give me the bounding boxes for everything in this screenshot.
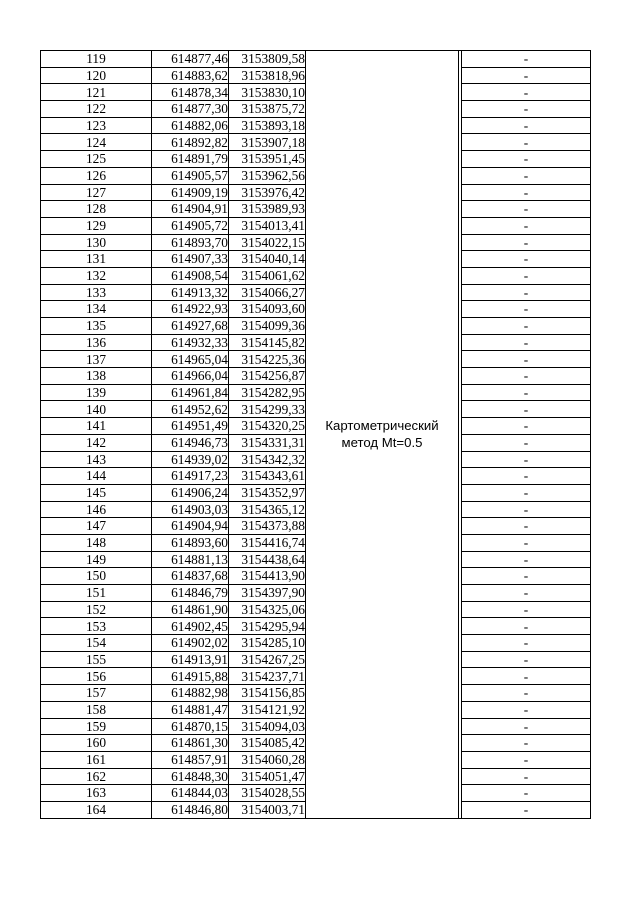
y-coordinate-cell: 3154237,71 (229, 668, 306, 685)
y-coordinate-cell: 3154342,32 (229, 451, 306, 468)
x-coordinate-cell: 614893,60 (152, 534, 229, 551)
point-number-cell: 159 (41, 718, 152, 735)
point-number-cell: 129 (41, 217, 152, 234)
note-cell: - (462, 334, 591, 351)
note-cell: - (462, 184, 591, 201)
note-cell: - (462, 718, 591, 735)
point-number-cell: 125 (41, 151, 152, 168)
x-coordinate-cell: 614893,70 (152, 234, 229, 251)
y-coordinate-cell: 3154331,31 (229, 434, 306, 451)
y-coordinate-cell: 3154413,90 (229, 568, 306, 585)
x-coordinate-cell: 614846,80 (152, 801, 229, 818)
x-coordinate-cell: 614844,03 (152, 785, 229, 802)
note-cell: - (462, 167, 591, 184)
point-number-cell: 141 (41, 418, 152, 435)
point-number-cell: 137 (41, 351, 152, 368)
note-cell: - (462, 534, 591, 551)
x-coordinate-cell: 614932,33 (152, 334, 229, 351)
x-coordinate-cell: 614857,91 (152, 751, 229, 768)
point-number-cell: 131 (41, 251, 152, 268)
y-coordinate-cell: 3154416,74 (229, 534, 306, 551)
point-number-cell: 160 (41, 735, 152, 752)
point-number-cell: 120 (41, 67, 152, 84)
x-coordinate-cell: 614882,06 (152, 117, 229, 134)
point-number-cell: 155 (41, 651, 152, 668)
note-cell: - (462, 151, 591, 168)
point-number-cell: 156 (41, 668, 152, 685)
x-coordinate-cell: 614881,47 (152, 701, 229, 718)
y-coordinate-cell: 3154225,36 (229, 351, 306, 368)
x-coordinate-cell: 614877,30 (152, 101, 229, 118)
point-number-cell: 149 (41, 551, 152, 568)
note-cell: - (462, 267, 591, 284)
y-coordinate-cell: 3154295,94 (229, 618, 306, 635)
note-cell: - (462, 484, 591, 501)
x-coordinate-cell: 614908,54 (152, 267, 229, 284)
note-cell: - (462, 668, 591, 685)
x-coordinate-cell: 614904,94 (152, 518, 229, 535)
note-cell: - (462, 768, 591, 785)
x-coordinate-cell: 614905,72 (152, 217, 229, 234)
x-coordinate-cell: 614902,02 (152, 635, 229, 652)
table-row (41, 51, 591, 68)
method-cell (306, 51, 459, 819)
coordinates-table (40, 50, 591, 819)
note-cell: - (462, 451, 591, 468)
note-cell: - (462, 618, 591, 635)
point-number-cell: 163 (41, 785, 152, 802)
y-coordinate-cell: 3154013,41 (229, 217, 306, 234)
point-number-cell: 152 (41, 601, 152, 618)
x-coordinate-cell: 614891,79 (152, 151, 229, 168)
y-coordinate-cell: 3154028,55 (229, 785, 306, 802)
point-number-cell: 164 (41, 801, 152, 818)
point-number-cell: 157 (41, 685, 152, 702)
x-coordinate-cell: 614903,03 (152, 501, 229, 518)
y-coordinate-cell: 3154282,95 (229, 384, 306, 401)
y-coordinate-cell: 3154145,82 (229, 334, 306, 351)
x-coordinate-cell: 614877,46 (152, 51, 229, 68)
note-cell: - (462, 351, 591, 368)
point-number-cell: 124 (41, 134, 152, 151)
y-coordinate-cell: 3154343,61 (229, 468, 306, 485)
y-coordinate-cell: 3154438,64 (229, 551, 306, 568)
y-coordinate-cell: 3154397,90 (229, 585, 306, 602)
note-cell: - (462, 635, 591, 652)
note-cell: - (462, 501, 591, 518)
x-coordinate-cell: 614965,04 (152, 351, 229, 368)
point-number-cell: 130 (41, 234, 152, 251)
x-coordinate-cell: 614966,04 (152, 368, 229, 385)
x-coordinate-cell: 614892,82 (152, 134, 229, 151)
point-number-cell: 132 (41, 267, 152, 284)
note-cell: - (462, 785, 591, 802)
point-number-cell: 161 (41, 751, 152, 768)
point-number-cell: 119 (41, 51, 152, 68)
y-coordinate-cell: 3154022,15 (229, 234, 306, 251)
point-number-cell: 133 (41, 284, 152, 301)
x-coordinate-cell: 614883,62 (152, 67, 229, 84)
x-coordinate-cell: 614917,23 (152, 468, 229, 485)
y-coordinate-cell: 3154099,36 (229, 318, 306, 335)
y-coordinate-cell: 3154325,06 (229, 601, 306, 618)
x-coordinate-cell: 614913,91 (152, 651, 229, 668)
y-coordinate-cell: 3153809,58 (229, 51, 306, 68)
y-coordinate-cell: 3154156,85 (229, 685, 306, 702)
note-cell: - (462, 418, 591, 435)
y-coordinate-cell: 3154299,33 (229, 401, 306, 418)
point-number-cell: 148 (41, 534, 152, 551)
y-coordinate-cell: 3154051,47 (229, 768, 306, 785)
y-coordinate-cell: 3154094,03 (229, 718, 306, 735)
note-cell: - (462, 434, 591, 451)
x-coordinate-cell: 614848,30 (152, 768, 229, 785)
point-number-cell: 126 (41, 167, 152, 184)
point-number-cell: 134 (41, 301, 152, 318)
note-cell: - (462, 801, 591, 818)
point-number-cell: 135 (41, 318, 152, 335)
y-coordinate-cell: 3154040,14 (229, 251, 306, 268)
point-number-cell: 150 (41, 568, 152, 585)
x-coordinate-cell: 614907,33 (152, 251, 229, 268)
y-coordinate-cell: 3153976,42 (229, 184, 306, 201)
y-coordinate-cell: 3154256,87 (229, 368, 306, 385)
x-coordinate-cell: 614861,30 (152, 735, 229, 752)
x-coordinate-cell: 614870,15 (152, 718, 229, 735)
y-coordinate-cell: 3153951,45 (229, 151, 306, 168)
y-coordinate-cell: 3153830,10 (229, 84, 306, 101)
note-cell: - (462, 117, 591, 134)
point-number-cell: 121 (41, 84, 152, 101)
method-line-1: Картометрический (325, 418, 439, 434)
y-coordinate-cell: 3153907,18 (229, 134, 306, 151)
x-coordinate-cell: 614913,32 (152, 284, 229, 301)
y-coordinate-cell: 3154365,12 (229, 501, 306, 518)
note-cell: - (462, 701, 591, 718)
y-coordinate-cell: 3154066,27 (229, 284, 306, 301)
note-cell: - (462, 67, 591, 84)
y-coordinate-cell: 3154060,28 (229, 751, 306, 768)
note-cell: - (462, 234, 591, 251)
note-cell: - (462, 51, 591, 68)
note-cell: - (462, 217, 591, 234)
x-coordinate-cell: 614882,98 (152, 685, 229, 702)
point-number-cell: 138 (41, 368, 152, 385)
note-cell: - (462, 384, 591, 401)
x-coordinate-cell: 614878,34 (152, 84, 229, 101)
coordinates-table-body (41, 51, 591, 819)
x-coordinate-cell: 614902,45 (152, 618, 229, 635)
note-cell: - (462, 518, 591, 535)
y-coordinate-cell: 3154061,62 (229, 267, 306, 284)
x-coordinate-cell: 614881,13 (152, 551, 229, 568)
x-coordinate-cell: 614909,19 (152, 184, 229, 201)
point-number-cell: 158 (41, 701, 152, 718)
x-coordinate-cell: 614946,73 (152, 434, 229, 451)
note-cell: - (462, 651, 591, 668)
note-cell: - (462, 251, 591, 268)
y-coordinate-cell: 3154285,10 (229, 635, 306, 652)
note-cell: - (462, 401, 591, 418)
y-coordinate-cell: 3153989,93 (229, 201, 306, 218)
note-cell: - (462, 134, 591, 151)
note-cell: - (462, 84, 591, 101)
y-coordinate-cell: 3154093,60 (229, 301, 306, 318)
x-coordinate-cell: 614904,91 (152, 201, 229, 218)
point-number-cell: 142 (41, 434, 152, 451)
x-coordinate-cell: 614846,79 (152, 585, 229, 602)
point-number-cell: 128 (41, 201, 152, 218)
y-coordinate-cell: 3154085,42 (229, 735, 306, 752)
x-coordinate-cell: 614961,84 (152, 384, 229, 401)
point-number-cell: 145 (41, 484, 152, 501)
point-number-cell: 153 (41, 618, 152, 635)
point-number-cell: 140 (41, 401, 152, 418)
y-coordinate-cell: 3154352,97 (229, 484, 306, 501)
y-coordinate-cell: 3154121,92 (229, 701, 306, 718)
y-coordinate-cell: 3154003,71 (229, 801, 306, 818)
x-coordinate-cell: 614905,57 (152, 167, 229, 184)
note-cell: - (462, 201, 591, 218)
y-coordinate-cell: 3154267,25 (229, 651, 306, 668)
point-number-cell: 162 (41, 768, 152, 785)
point-number-cell: 154 (41, 635, 152, 652)
y-coordinate-cell: 3153962,56 (229, 167, 306, 184)
note-cell: - (462, 568, 591, 585)
x-coordinate-cell: 614837,68 (152, 568, 229, 585)
point-number-cell: 122 (41, 101, 152, 118)
method-line-2: метод Mt=0.5 (341, 435, 423, 451)
point-number-cell: 143 (41, 451, 152, 468)
x-coordinate-cell: 614906,24 (152, 484, 229, 501)
y-coordinate-cell: 3153875,72 (229, 101, 306, 118)
x-coordinate-cell: 614861,90 (152, 601, 229, 618)
x-coordinate-cell: 614915,88 (152, 668, 229, 685)
point-number-cell: 127 (41, 184, 152, 201)
y-coordinate-cell: 3153893,18 (229, 117, 306, 134)
y-coordinate-cell: 3154320,25 (229, 418, 306, 435)
point-number-cell: 139 (41, 384, 152, 401)
x-coordinate-cell: 614951,49 (152, 418, 229, 435)
y-coordinate-cell: 3153818,96 (229, 67, 306, 84)
note-cell: - (462, 585, 591, 602)
note-cell: - (462, 685, 591, 702)
note-cell: - (462, 318, 591, 335)
point-number-cell: 136 (41, 334, 152, 351)
x-coordinate-cell: 614939,02 (152, 451, 229, 468)
y-coordinate-cell: 3154373,88 (229, 518, 306, 535)
point-number-cell: 123 (41, 117, 152, 134)
note-cell: - (462, 735, 591, 752)
x-coordinate-cell: 614922,93 (152, 301, 229, 318)
point-number-cell: 147 (41, 518, 152, 535)
note-cell: - (462, 284, 591, 301)
note-cell: - (462, 368, 591, 385)
note-cell: - (462, 468, 591, 485)
note-cell: - (462, 101, 591, 118)
note-cell: - (462, 601, 591, 618)
note-cell: - (462, 301, 591, 318)
point-number-cell: 146 (41, 501, 152, 518)
note-cell: - (462, 751, 591, 768)
x-coordinate-cell: 614952,62 (152, 401, 229, 418)
point-number-cell: 151 (41, 585, 152, 602)
note-cell: - (462, 551, 591, 568)
point-number-cell: 144 (41, 468, 152, 485)
x-coordinate-cell: 614927,68 (152, 318, 229, 335)
